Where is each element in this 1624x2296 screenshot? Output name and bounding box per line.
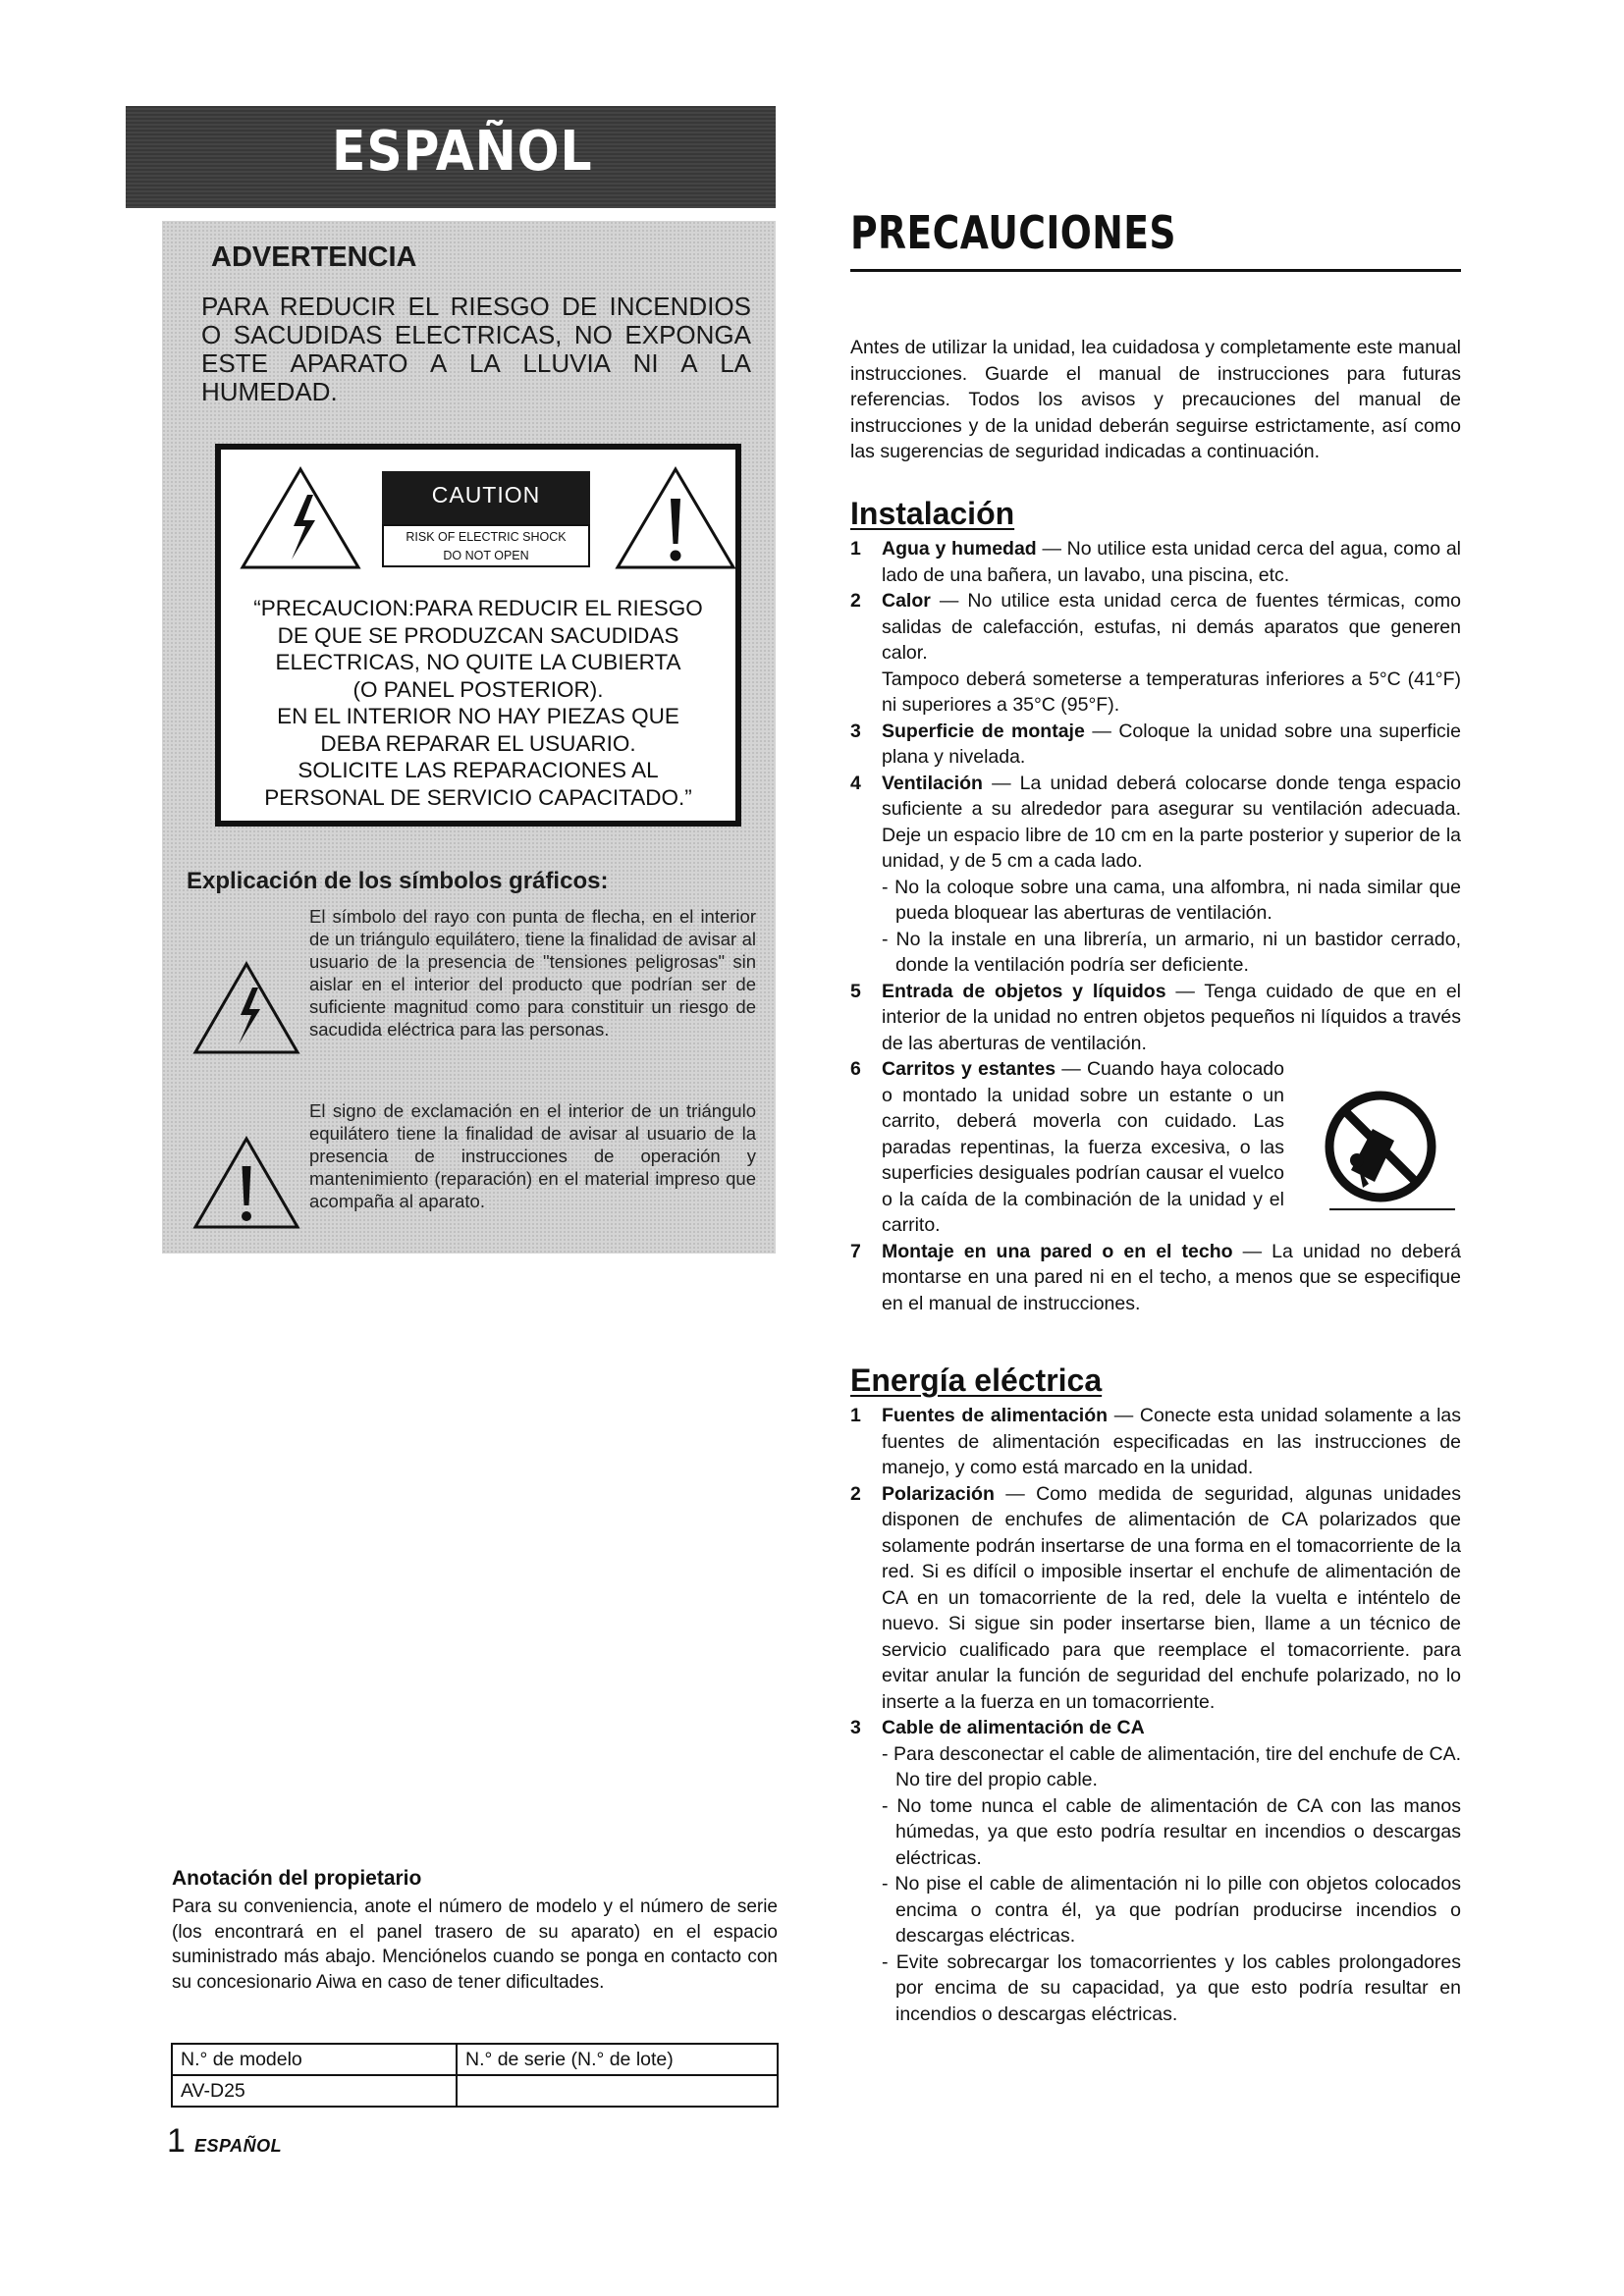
item-number: 5 xyxy=(850,980,861,1002)
item-number: 4 xyxy=(850,772,861,794)
owner-note-text: Para su conveniencia, anote el número de modelo y el número de serie (los encontrará en el panel trasero de su aparato) en el espacio suministrado más abajo. Menciónelos cuando se ponga en contacto con su concesionario Aiwa en caso de tener dificultades. xyxy=(172,1896,778,1993)
caution-line: DE QUE SE PRODUZCAN SACUDIDAS xyxy=(277,622,679,648)
lightning-triangle-icon xyxy=(191,960,301,1056)
item-number: 2 xyxy=(850,1482,861,1505)
item-term: Entrada de objetos y líquidos xyxy=(882,980,1166,1002)
model-serial-table xyxy=(171,2043,779,2108)
item-subpoint: - No la instale en una librería, un armario, ni un bastidor cerrado, donde la ventilación podría ser deficiente. xyxy=(882,928,1461,976)
item-term: Fuentes de alimentación xyxy=(882,1405,1109,1426)
item-number: 3 xyxy=(850,1717,861,1738)
item-term: Agua y humedad xyxy=(882,538,1037,560)
caution-subtitle-line: RISK OF ELECTRIC SHOCK xyxy=(406,530,567,544)
list-item xyxy=(850,1481,1461,1716)
installation-title: Instalación xyxy=(850,496,1015,531)
list-item xyxy=(850,719,1461,771)
serial-header-cell: N.° de serie (N.° de lote) xyxy=(457,2044,778,2075)
title-rule xyxy=(850,269,1461,272)
caution-line: DEBA REPARAR EL USUARIO. xyxy=(320,730,636,756)
item-text: — Tenga cuidado de que en el interior de la unidad no entren objetos pequeños ni líquidos a través de las aberturas de ventilación. xyxy=(882,980,1462,1054)
item-number: 2 xyxy=(850,590,861,612)
item-term: Calor xyxy=(882,590,931,612)
item-text: — Cuando haya colocado o montado la unidad sobre un estante o un carrito, deberá moverla con cuidado. Las paradas repentinas, la fuerza excesiva, o las superficies desiguales podrían causar el vuelco o la caída de la combinación de la unidad y el carrito. xyxy=(882,1058,1284,1236)
caution-line: PERSONAL DE SERVICIO CAPACITADO.” xyxy=(264,784,692,810)
item-extra-text: Tampoco deberá someterse a temperaturas inferiores a 5°C (41°F) ni superiores a 35°C (95°F). xyxy=(882,667,1461,716)
item-term: Montaje en una pared o en el techo xyxy=(882,1240,1233,1262)
item-text: — Conecte esta unidad solamente a las fuentes de alimentación especificadas en las instrucciones de manejo, y como está marcado en la unidad. xyxy=(882,1405,1461,1478)
owner-note-title: Anotación del propietario xyxy=(172,1867,422,1890)
item-text: — La unidad deberá colocarse donde tenga espacio suficiente a su alrededor para asegurar su ventilación adecuada. Deje un espacio libre de 10 cm en la parte posterior y superior de la unidad, y de 5 cm a cada lado. xyxy=(882,772,1461,872)
list-item xyxy=(850,1403,1461,1481)
model-value-cell: AV-D25 xyxy=(172,2075,457,2107)
precautions-intro: Antes de utilizar la unidad, lea cuidadosa y completamente este manual instrucciones. Guarde el manual de instrucciones para futuras referencias. Todos los avisos y precauciones del manual de instrucciones y de la unidad deberán seguirse estrictamente, así como las sugerencias de seguridad indicadas a continuación. xyxy=(850,337,1461,462)
exclamation-triangle-icon xyxy=(191,1135,301,1231)
list-item xyxy=(850,1056,1461,1239)
caution-subtitle-line: DO NOT OPEN xyxy=(443,549,529,562)
page-number: 1 xyxy=(167,2122,186,2160)
table-row xyxy=(172,2075,778,2107)
item-subpoint: - No pise el cable de alimentación ni lo pille con objetos colocados encima o contra él, ya que podrían producirse incendios o descargas eléctricas. xyxy=(882,1873,1461,1947)
lightning-symbol-explanation xyxy=(191,905,761,1088)
cart-tipping-warning-icon xyxy=(1312,1090,1459,1217)
caution-line: EN EL INTERIOR NO HAY PIEZAS QUE xyxy=(277,704,679,728)
caution-subtitle xyxy=(382,524,590,567)
item-number: 1 xyxy=(850,538,861,560)
item-body xyxy=(882,1056,1284,1239)
item-text: — La unidad no deberá montarse en una pared ni en el techo, a menos que se especifique en el manual de instrucciones. xyxy=(882,1240,1461,1314)
exclamation-symbol-text: El signo de exclamación en el interior de un triángulo equilátero tiene la finalidad de avisar al usuario de la presencia de instrucciones de operación y mantenimiento (reparación) en el material impreso que acompaña al aparato. xyxy=(309,1100,756,1211)
item-term: Superficie de montaje xyxy=(882,720,1085,742)
precautions-title: PRECAUCIONES xyxy=(850,206,1177,259)
electric-power-title: Energía eléctrica xyxy=(850,1362,1103,1398)
exclamation-symbol-explanation xyxy=(191,1099,761,1247)
lightning-triangle-icon xyxy=(239,465,362,571)
warning-title: ADVERTENCIA xyxy=(211,241,417,273)
item-term: Cable de alimentación de CA xyxy=(882,1717,1145,1738)
item-text: — Como medida de seguridad, algunas unidades disponen de enchufes de alimentación de CA polarizados que solamente podrán insertarse de una forma en el tomacorriente de la red. Si es difícil o imposible insertar el enchufe de alimentación de CA en un tomacorriente de la red, dele la vuelta e inténtelo de nuevo. Si sigue sin poder insertarse bien, llame a un técnico de servicio cualificado para que reemplace el tomacorriente. para evitar anular la función de seguridad del enchufe polarizado, no lo inserte a la fuerza en un tomacorriente. xyxy=(882,1482,1461,1713)
symbols-title: Explicación de los símbolos gráficos: xyxy=(187,868,609,894)
caution-line: ELECTRICAS, NO QUITE LA CUBIERTA xyxy=(275,650,681,674)
item-number: 6 xyxy=(850,1058,861,1080)
item-subpoint: - Para desconectar el cable de alimentación, tire del enchufe de CA. No tire del propio cable. xyxy=(882,1742,1461,1790)
warning-text: PARA REDUCIR EL RIESGO DE INCENDIOS O SACUDIDAS ELECTRICAS, NO EXPONGA ESTE APARATO A LA LLUVIA NI A LA HUMEDAD. xyxy=(201,292,751,406)
item-number: 3 xyxy=(850,720,861,742)
caution-title: CAUTION xyxy=(382,471,590,524)
model-header-cell: N.° de modelo xyxy=(172,2044,457,2075)
language-banner xyxy=(126,106,776,208)
item-number: 1 xyxy=(850,1405,861,1426)
list-item xyxy=(850,536,1461,588)
caution-line: (O PANEL POSTERIOR). xyxy=(352,676,604,702)
serial-value-cell xyxy=(457,2075,778,2107)
item-text: — Coloque la unidad sobre una superficie plana y nivelada. xyxy=(882,720,1461,768)
electric-power-list xyxy=(850,1403,1461,2027)
item-term: Polarización xyxy=(882,1482,995,1505)
exclamation-triangle-icon xyxy=(614,465,737,571)
list-item xyxy=(850,1715,1461,2027)
page-language-label: ESPAÑOL xyxy=(194,2136,283,2156)
item-text: — No utilice esta unidad cerca de fuentes térmicas, como salidas de calefacción, estufas, ni demás aparatos que generen calor. xyxy=(882,590,1461,664)
table-row xyxy=(172,2044,778,2075)
list-item xyxy=(850,979,1461,1057)
caution-label-box xyxy=(215,444,741,827)
caution-line: “PRECAUCION:PARA REDUCIR EL RIESGO xyxy=(253,596,703,620)
caution-statement xyxy=(221,595,735,811)
language-heading: ESPAÑOL xyxy=(332,120,593,184)
installation-list xyxy=(850,536,1461,1316)
item-term: Carritos y estantes xyxy=(882,1058,1056,1080)
item-text: — No utilice esta unidad cerca del agua, como al lado de una bañera, un lavabo, una piscina, etc. xyxy=(882,538,1461,586)
caution-line: SOLICITE LAS REPARACIONES AL xyxy=(298,758,659,782)
list-item xyxy=(850,771,1461,979)
lightning-symbol-text: El símbolo del rayo con punta de flecha, en el interior de un triángulo equilátero, tiene la finalidad de avisar al usuario de la presencia de "tensiones peligrosas" sin aislar en el interior del producto que podrían ser de suficiente magnitud como para constituir un riesgo de sacudida eléctrica para las personas. xyxy=(309,906,756,1040)
item-subpoint: - No la coloque sobre una cama, una alfombra, ni nada similar que pueda bloquear las aberturas de ventilación. xyxy=(882,876,1461,924)
item-subpoint: - No tome nunca el cable de alimentación de CA con las manos húmedas, ya que esto podría resultar en incendios o descargas eléctricas. xyxy=(882,1794,1461,1869)
list-item xyxy=(850,1239,1461,1317)
list-item xyxy=(850,588,1461,719)
item-subpoint: - Evite sobrecargar los tomacorrientes y los cables prolongadores por encima de su capacidad, ya que esto podría resultar en incendios o descargas eléctricas. xyxy=(882,1950,1461,2025)
item-number: 7 xyxy=(850,1240,861,1262)
item-term: Ventilación xyxy=(882,772,983,794)
